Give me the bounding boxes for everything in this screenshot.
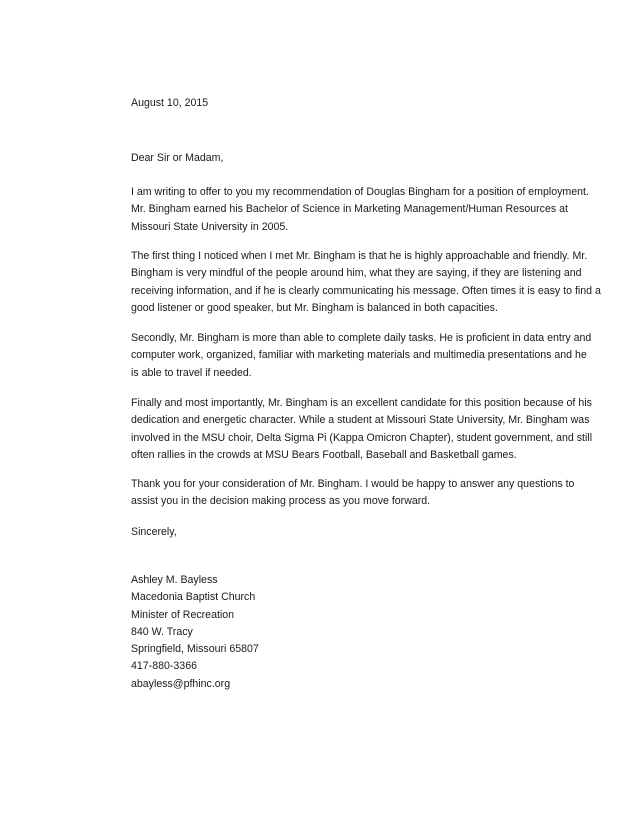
signer-title: Minister of Recreation — [131, 608, 235, 621]
paragraph-line: often rallies in the crowds at MSU Bears Football, Baseball and Basketball games. — [131, 448, 517, 461]
paragraph-line: receiving information, and if he is clearly communicating his message. Often times it is easy to find a — [131, 284, 601, 297]
signer-organization: Macedonia Baptist Church — [131, 591, 256, 604]
signature-block — [131, 572, 611, 693]
paragraph-first-impression — [131, 248, 611, 317]
paragraph-line: I am writing to offer to you my recommendation of Douglas Bingham for a position of employment. — [131, 186, 589, 198]
signer-name: Ashley M. Bayless — [131, 574, 218, 586]
paragraph-character — [131, 395, 611, 464]
paragraph-line: computer work, organized, familiar with marketing materials and multimedia presentations and he — [131, 349, 587, 362]
paragraph-intro — [131, 184, 611, 236]
paragraph-skills — [131, 330, 611, 382]
paragraph-line: Finally and most importantly, Mr. Bingham is an excellent candidate for this position because of his — [131, 397, 592, 409]
closing: Sincerely, — [131, 526, 177, 538]
letter-date: August 10, 2015 — [131, 97, 209, 109]
paragraph-line: Secondly, Mr. Bingham is more than able to complete daily tasks. He is proficient in data entry and — [131, 332, 592, 344]
paragraph-line: dedication and energetic character. While a student at Missouri State University, Mr. Bingham was — [131, 414, 590, 427]
signer-phone: 417-880-3366 — [131, 660, 197, 673]
paragraph-line: good listener or good speaker, but Mr. Bingham is balanced in both capacities. — [131, 301, 498, 314]
paragraph-thanks — [131, 476, 611, 511]
paragraph-line: Missouri State University in 2005. — [131, 220, 289, 233]
signer-email: abayless@pfhinc.org — [131, 677, 231, 690]
paragraph-line: involved in the MSU choir, Delta Sigma Pi (Kappa Omicron Chapter), student government, and still — [131, 431, 593, 444]
paragraph-line: Mr. Bingham earned his Bachelor of Science in Marketing Management/Human Resources at — [131, 203, 568, 216]
signer-street: 840 W. Tracy — [131, 625, 193, 638]
paragraph-line: The first thing I noticed when I met Mr. Bingham is that he is highly approachable and friendly. Mr. — [131, 250, 588, 262]
salutation: Dear Sir or Madam, — [131, 152, 224, 164]
paragraph-line: Thank you for your consideration of Mr. Bingham. I would be happy to answer any questions to — [131, 478, 575, 490]
paragraph-line: Bingham is very mindful of the people around him, what they are saying, if they are listening and — [131, 267, 582, 280]
paragraph-line: is able to travel if needed. — [131, 366, 252, 379]
signer-city: Springfield, Missouri 65807 — [131, 643, 259, 656]
paragraph-line: assist you in the decision making process as you move forward. — [131, 495, 431, 508]
